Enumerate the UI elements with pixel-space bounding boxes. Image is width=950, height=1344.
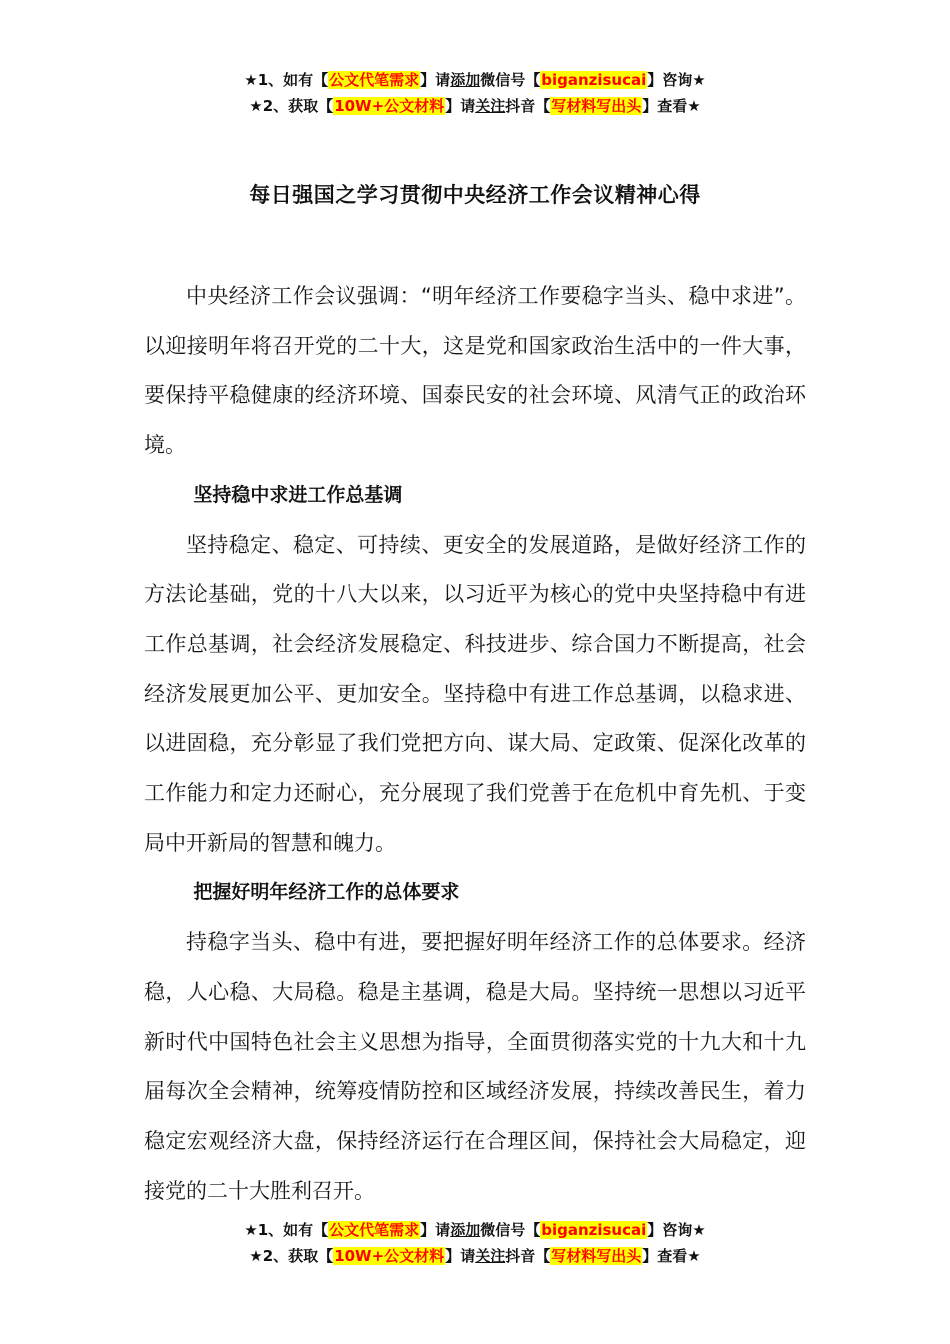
banner-text: 】请 — [445, 97, 476, 115]
banner-line-2 — [0, 1243, 950, 1269]
banner-highlight: 10W+公文材料 — [334, 97, 445, 115]
paragraph: 中央经济工作会议强调：“明年经济工作要稳字当头、稳中求进”。以迎接明年将召开党的二十大，这是党和国家政治生活中的一件大事，要保持平稳健康的经济环境、国泰民安的社会环境、风清气正的政治环境。 — [144, 284, 806, 458]
banner-text: 】查看★ — [642, 97, 701, 115]
top-banner — [0, 67, 950, 119]
banner-highlight: 10W+公文材料 — [334, 1247, 445, 1265]
banner-highlight: biganzisucai — [541, 1221, 647, 1239]
banner-text: 】咨询★ — [647, 71, 706, 89]
banner-text: 抖音【 — [505, 97, 551, 115]
banner-text: ★1、如有【 — [244, 1221, 329, 1239]
banner-highlight: 写材料写出头 — [551, 97, 642, 115]
bottom-banner — [0, 1217, 950, 1269]
document-body — [144, 272, 806, 1216]
banner-emphasis: 添加 — [450, 1221, 481, 1239]
paragraph: 持稳字当头、稳中有进，要把握好明年经济工作的总体要求。经济稳，人心稳、大局稳。稳是主基调，稳是大局。坚持统一思想以习近平新时代中国特色社会主义思想为指导，全面贯彻落实党的十九大和十九届每次全会精神，统筹疫情防控和区域经济发展，持续改善民生，着力稳定宏观经济大盘，保持经济运行在合理区间，保持社会大局稳定，迎接党的二十大胜利召开。 — [144, 930, 806, 1203]
paragraph: 坚持稳定、稳定、可持续、更安全的发展道路，是做好经济工作的方法论基础，党的十八大以来，以习近平为核心的党中央坚持稳中有进工作总基调，社会经济发展稳定、科技进步、综合国力不断提高，社会经济发展更加公平、更加安全。坚持稳中有进工作总基调，以稳求进、以进固稳，充分彰显了我们党把方向、谋大局、定政策、促深化改革的工作能力和定力还耐心，充分展现了我们党善于在危机中育先机、于变局中开新局的智慧和魄力。 — [144, 532, 806, 855]
banner-text: ★1、如有【 — [244, 71, 329, 89]
banner-line-1 — [0, 1217, 950, 1243]
banner-text: 】请 — [420, 71, 451, 89]
banner-text: 微信号【 — [480, 71, 541, 89]
banner-emphasis: 关注 — [475, 97, 506, 115]
banner-text: 】请 — [445, 1247, 476, 1265]
banner-text: 】查看★ — [642, 1247, 701, 1265]
banner-text: 微信号【 — [480, 1221, 541, 1239]
banner-highlight: 公文代笔需求 — [329, 71, 420, 89]
banner-text: 】咨询★ — [647, 1221, 706, 1239]
banner-emphasis: 关注 — [475, 1247, 506, 1265]
banner-text: 】请 — [420, 1221, 451, 1239]
document-title: 每日强国之学习贯彻中央经济工作会议精神心得 — [249, 183, 701, 207]
section-heading: 把握好明年经济工作的总体要求 — [193, 881, 460, 904]
section-heading: 坚持稳中求进工作总基调 — [193, 483, 403, 506]
banner-highlight: biganzisucai — [541, 71, 647, 89]
banner-text: ★2、获取【 — [249, 97, 334, 115]
banner-highlight: 公文代笔需求 — [329, 1221, 420, 1239]
banner-text: 抖音【 — [505, 1247, 551, 1265]
banner-line-2 — [0, 93, 950, 119]
banner-text: ★2、获取【 — [249, 1247, 334, 1265]
banner-line-1 — [0, 67, 950, 93]
banner-highlight: 写材料写出头 — [551, 1247, 642, 1265]
banner-emphasis: 添加 — [450, 71, 481, 89]
